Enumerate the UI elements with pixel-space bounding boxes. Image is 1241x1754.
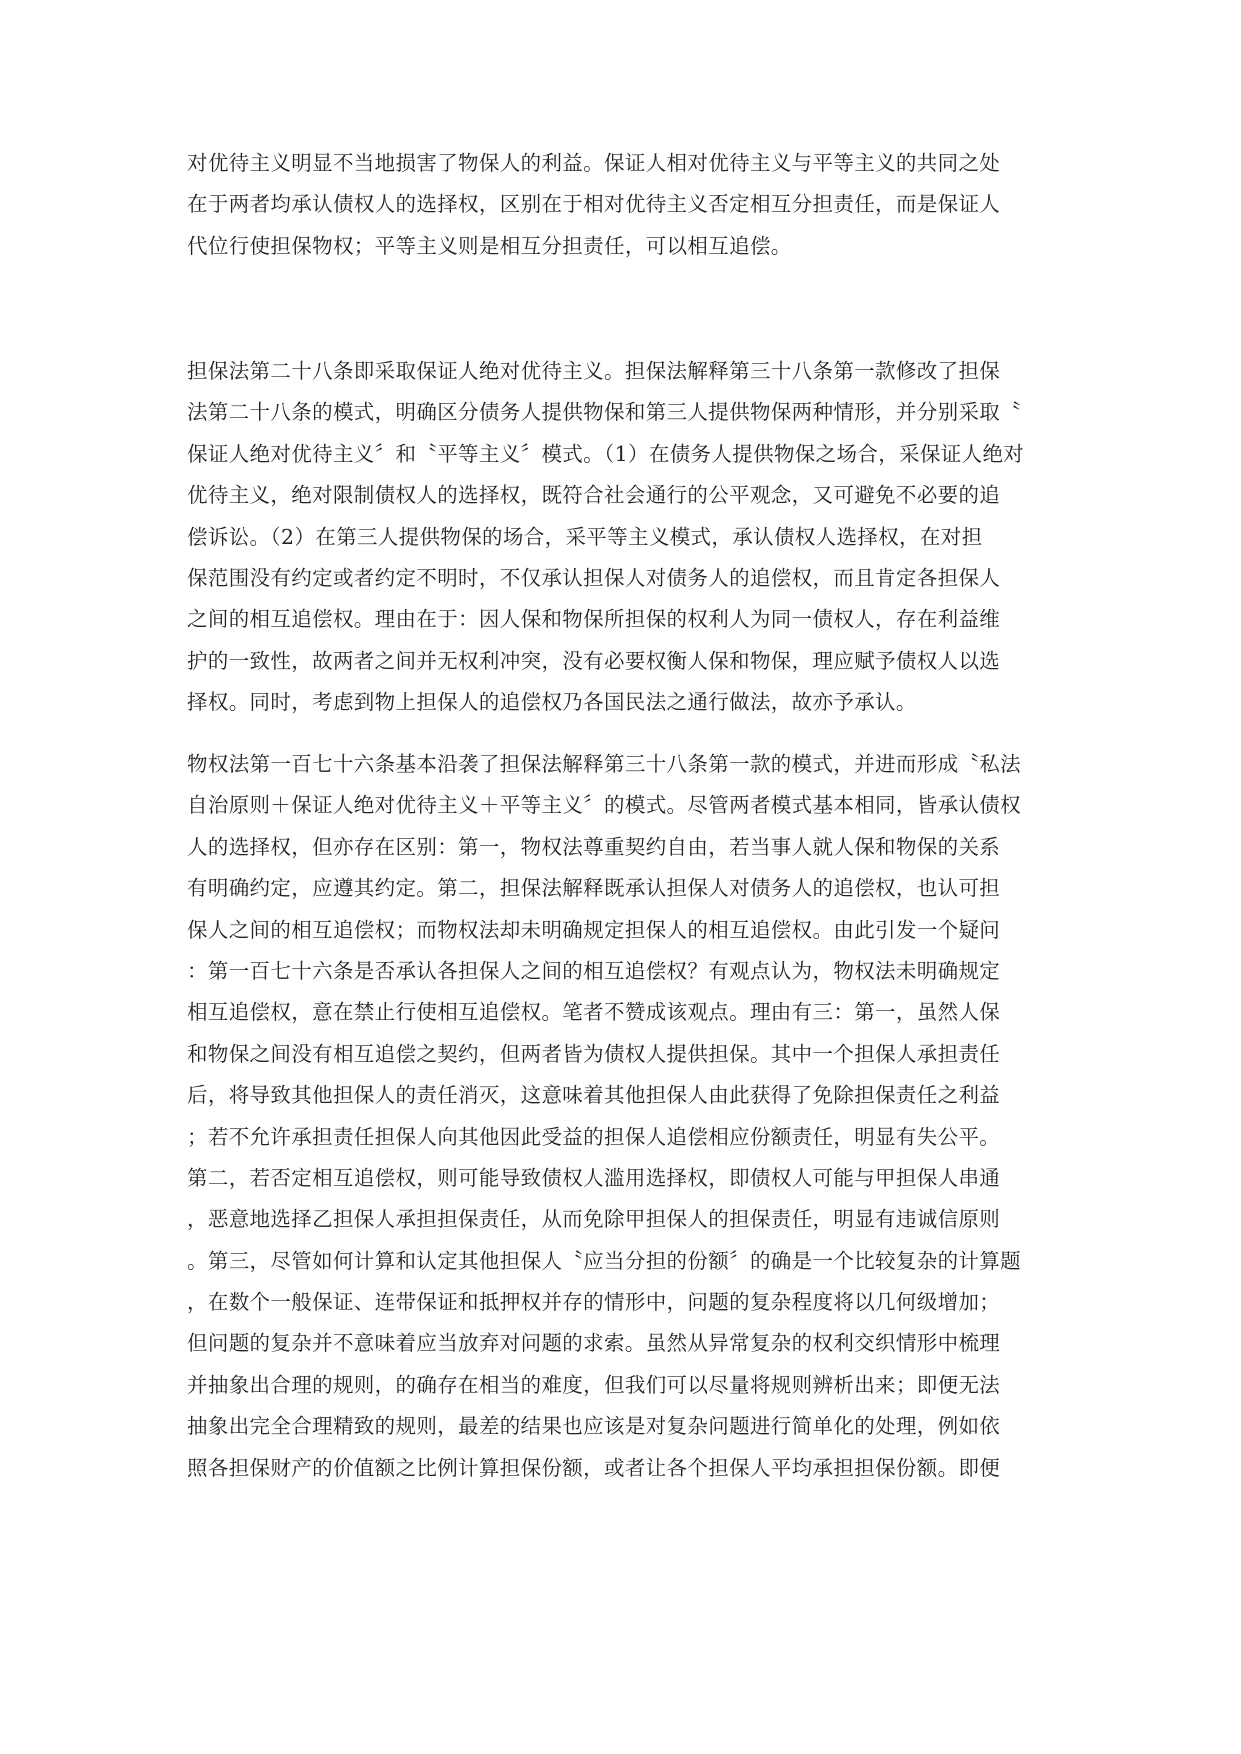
text-line: 。第三，尽管如何计算和认定其他担保人〝应当分担的份额〞的确是一个比较复杂的计算题 xyxy=(187,1248,1021,1273)
paragraph-1 xyxy=(187,143,1055,267)
text-line: 优待主义，绝对限制债权人的选择权，既符合社会通行的公平观念，又可避免不必要的追 xyxy=(187,483,1001,508)
text-line: 第二，若否定相互追偿权，则可能导致债权人滥用选择权，即债权人可能与甲担保人串通 xyxy=(187,1165,1001,1190)
text-line: 代位行使担保物权；平等主义则是相互分担责任，可以相互追偿。 xyxy=(187,233,792,258)
text-line: 偿诉讼。（2）在第三人提供物保的场合，采平等主义模式，承认债权人选择权，在对担 xyxy=(187,524,983,549)
text-line: ，恶意地选择乙担保人承担担保责任，从而免除甲担保人的担保责任，明显有违诚信原则 xyxy=(187,1207,1001,1232)
text-line: 对优待主义明显不当地损害了物保人的利益。保证人相对优待主义与平等主义的共同之处 xyxy=(187,151,1001,175)
text-line: 保人之间的相互追偿权；而物权法却未明确规定担保人的相互追偿权。由此引发一个疑问 xyxy=(187,917,1001,942)
text-line: 和物保之间没有相互追偿之契约，但两者皆为债权人提供担保。其中一个担保人承担责任 xyxy=(187,1041,1001,1066)
text-line: 之间的相互追偿权。理由在于：因人保和物保所担保的权利人为同一债权人，存在利益维 xyxy=(187,607,1001,632)
text-line: 物权法第一百七十六条基本沿袭了担保法解释第三十八条第一款的模式，并进而形成〝私法 xyxy=(187,752,1021,776)
text-line: 人的选择权，但亦存在区别：第一，物权法尊重契约自由，若当事人就人保和物保的关系 xyxy=(187,834,1001,859)
text-line: 保范围没有约定或者约定不明时，不仅承认担保人对债务人的追偿权，而且肯定各担保人 xyxy=(187,565,1001,590)
text-line: 照各担保财产的价值额之比例计算担保份额，或者让各个担保人平均承担担保份额。即便 xyxy=(187,1455,1001,1480)
text-line: 法第二十八条的模式，明确区分债务人提供物保和第三人提供物保两种情形，并分别采取〝 xyxy=(187,400,1021,425)
text-line: 自治原则＋保证人绝对优待主义＋平等主义〞的模式。尽管两者模式基本相同，皆承认债权 xyxy=(187,793,1021,818)
text-line: 护的一致性，故两者之间并无权利冲突，没有必要权衡人保和物保，理应赋予债权人以选 xyxy=(187,648,1001,673)
text-line: 抽象出完全合理精致的规则，最差的结果也应该是对复杂问题进行简单化的处理，例如依 xyxy=(187,1414,1001,1439)
text-line: 择权。同时，考虑到物上担保人的追偿权乃各国民法之通行做法，故亦予承认。 xyxy=(187,690,917,715)
text-line: ；若不允许承担责任担保人向其他因此受益的担保人追偿相应份额责任，明显有失公平。 xyxy=(187,1124,1001,1149)
text-line: 保证人绝对优待主义〞和〝平等主义〞模式。（1）在债务人提供物保之场合，采保证人绝对 xyxy=(187,441,1025,466)
text-line: ，在数个一般保证、连带保证和抵押权并存的情形中，问题的复杂程度将以几何级增加； xyxy=(187,1290,1001,1315)
text-line: 后，将导致其他担保人的责任消灭，这意味着其他担保人由此获得了免除担保责任之利益 xyxy=(187,1083,1001,1108)
paragraph-3 xyxy=(187,744,1055,1489)
text-line: ：第一百七十六条是否承认各担保人之间的相互追偿权？有观点认为，物权法未明确规定 xyxy=(187,958,1001,983)
text-line: 担保法第二十八条即采取保证人绝对优待主义。担保法解释第三十八条第一款修改了担保 xyxy=(187,359,1001,383)
text-line: 并抽象出合理的规则，的确存在相当的难度，但我们可以尽量将规则辨析出来；即便无法 xyxy=(187,1372,1001,1397)
text-line: 有明确约定，应遵其约定。第二，担保法解释既承认担保人对债务人的追偿权，也认可担 xyxy=(187,876,1001,901)
text-line: 但问题的复杂并不意味着应当放弃对问题的求索。虽然从异常复杂的权利交织情形中梳理 xyxy=(187,1331,1001,1356)
text-line: 相互追偿权，意在禁止行使相互追偿权。笔者不赞成该观点。理由有三：第一，虽然人保 xyxy=(187,1000,1001,1025)
paragraph-2 xyxy=(187,351,1055,724)
text-line: 在于两者均承认债权人的选择权，区别在于相对优待主义否定相互分担责任，而是保证人 xyxy=(187,192,1001,217)
